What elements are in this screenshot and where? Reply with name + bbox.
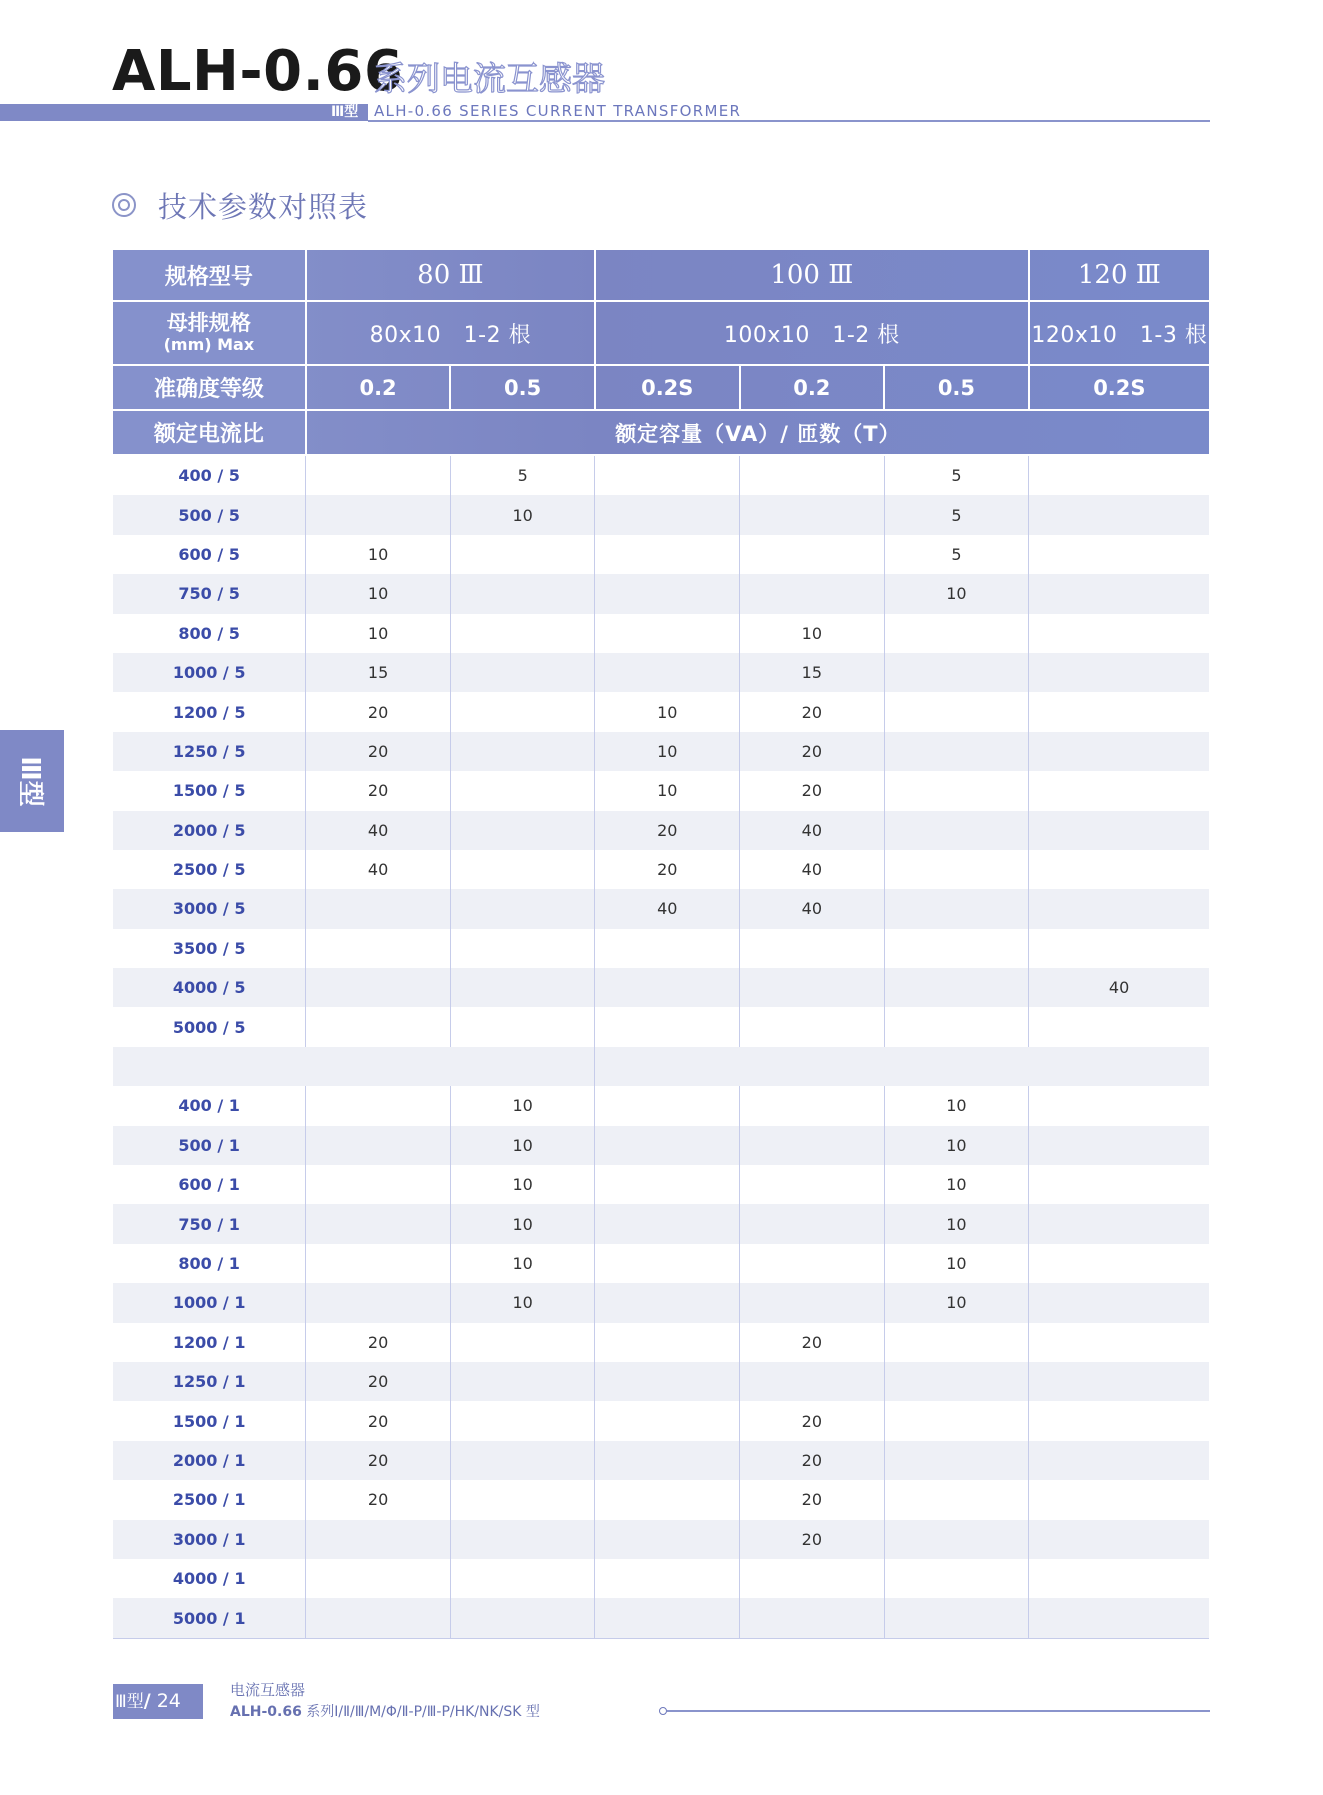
busbar-120: 120x10 1-3 根	[1029, 301, 1209, 365]
value-cell	[1029, 1559, 1209, 1598]
value-cell	[450, 732, 595, 771]
table-row	[113, 1520, 1209, 1559]
value-cell: 20	[306, 692, 451, 731]
ratio-cell: 1000 / 1	[113, 1283, 306, 1322]
value-cell	[450, 1520, 595, 1559]
value-cell	[1029, 535, 1209, 574]
value-cell	[1029, 1362, 1209, 1401]
table-row	[113, 732, 1209, 771]
ratio-cell: 600 / 5	[113, 535, 306, 574]
table-row	[113, 771, 1209, 810]
table-row	[113, 811, 1209, 850]
value-cell	[1029, 771, 1209, 810]
header-rule	[368, 120, 1210, 122]
ratio-cell: 500 / 5	[113, 495, 306, 534]
value-cell	[595, 1283, 740, 1322]
table-row	[113, 850, 1209, 889]
separator-cell	[595, 1047, 1209, 1086]
ratio-cell: 600 / 1	[113, 1165, 306, 1204]
value-cell	[1029, 1441, 1209, 1480]
value-cell	[595, 1323, 740, 1362]
footer-title-cn: 电流互感器	[230, 1681, 306, 1699]
value-cell	[1029, 614, 1209, 653]
value-cell	[306, 1007, 451, 1046]
value-cell	[595, 929, 740, 968]
table-row	[113, 1283, 1209, 1322]
table-row	[113, 1165, 1209, 1204]
ratio-cell: 1200 / 1	[113, 1323, 306, 1362]
value-cell	[740, 1126, 885, 1165]
value-cell	[1029, 1086, 1209, 1125]
value-cell	[884, 1007, 1029, 1046]
ratio-cell: 500 / 1	[113, 1126, 306, 1165]
table-row	[113, 455, 1209, 495]
value-cell	[1029, 653, 1209, 692]
value-cell	[740, 495, 885, 534]
double-circle-icon	[112, 193, 136, 217]
value-cell	[450, 574, 595, 613]
value-cell: 10	[450, 1126, 595, 1165]
value-cell	[884, 771, 1029, 810]
table-row	[113, 614, 1209, 653]
value-cell: 40	[595, 889, 740, 928]
value-cell	[1029, 1283, 1209, 1322]
value-cell	[450, 1441, 595, 1480]
value-cell	[740, 1007, 885, 1046]
ratio-cell: 750 / 1	[113, 1204, 306, 1243]
ratio-cell: 800 / 5	[113, 614, 306, 653]
value-cell	[1029, 1244, 1209, 1283]
table-row	[113, 968, 1209, 1007]
value-cell	[595, 1244, 740, 1283]
value-cell	[595, 1441, 740, 1480]
table-row	[113, 495, 1209, 534]
value-cell: 40	[740, 811, 885, 850]
value-cell	[1029, 1007, 1209, 1046]
value-cell	[595, 1598, 740, 1638]
table-row	[113, 1244, 1209, 1283]
value-cell	[450, 1401, 595, 1440]
value-cell: 20	[595, 850, 740, 889]
value-cell	[1029, 889, 1209, 928]
header-accent-bar	[0, 104, 368, 121]
table-row	[113, 1559, 1209, 1598]
ratio-cell: 4000 / 5	[113, 968, 306, 1007]
value-cell: 10	[306, 574, 451, 613]
label-busbar-sub: (mm) Max	[163, 335, 255, 354]
value-cell	[884, 692, 1029, 731]
table-row	[113, 1598, 1209, 1638]
value-cell	[450, 1559, 595, 1598]
value-cell: 10	[450, 1086, 595, 1125]
value-cell	[884, 614, 1029, 653]
value-cell	[306, 1204, 451, 1243]
value-cell: 40	[306, 811, 451, 850]
value-cell	[450, 968, 595, 1007]
table-row	[113, 1401, 1209, 1440]
value-cell	[884, 968, 1029, 1007]
value-cell	[740, 1598, 885, 1638]
value-cell	[450, 929, 595, 968]
value-cell	[884, 1480, 1029, 1519]
label-ratio: 额定电流比	[113, 410, 306, 455]
header-row-ratio	[113, 410, 1209, 455]
footer-series-list: 系列Ⅰ/Ⅱ/Ⅲ/M/Φ/Ⅱ-P/Ⅲ-P/HK/NK/SK 型	[301, 1704, 540, 1720]
value-cell	[450, 692, 595, 731]
value-cell	[595, 1007, 740, 1046]
value-cell: 10	[884, 1204, 1029, 1243]
value-cell: 10	[884, 574, 1029, 613]
value-cell	[450, 850, 595, 889]
value-cell	[1029, 1598, 1209, 1638]
value-cell	[595, 1559, 740, 1598]
ratio-cell: 800 / 1	[113, 1244, 306, 1283]
footer-series	[230, 1701, 540, 1721]
value-cell	[884, 889, 1029, 928]
value-cell	[740, 1204, 885, 1243]
ratio-cell: 750 / 5	[113, 574, 306, 613]
value-cell	[450, 811, 595, 850]
value-cell: 10	[884, 1283, 1029, 1322]
ratio-cell: 400 / 5	[113, 455, 306, 495]
value-cell: 10	[450, 1283, 595, 1322]
value-cell	[1029, 850, 1209, 889]
value-cell	[884, 850, 1029, 889]
value-cell: 20	[740, 692, 885, 731]
table-row	[113, 929, 1209, 968]
value-cell: 10	[884, 1165, 1029, 1204]
footer-slash: /	[143, 1690, 151, 1712]
value-cell: 5	[884, 455, 1029, 495]
value-cell: 10	[884, 1126, 1029, 1165]
value-cell: 5	[884, 535, 1029, 574]
accuracy-class: 0.2S	[595, 365, 740, 410]
value-cell: 10	[306, 614, 451, 653]
ratio-cell: 1250 / 1	[113, 1362, 306, 1401]
value-cell	[1029, 1401, 1209, 1440]
value-cell	[884, 811, 1029, 850]
value-cell: 20	[306, 732, 451, 771]
value-cell	[306, 1559, 451, 1598]
value-cell	[450, 771, 595, 810]
value-cell: 20	[306, 1323, 451, 1362]
value-cell	[306, 968, 451, 1007]
accuracy-class: 0.2	[740, 365, 885, 410]
value-cell	[884, 1520, 1029, 1559]
value-cell: 20	[740, 1480, 885, 1519]
value-cell: 40	[1029, 968, 1209, 1007]
value-cell: 5	[884, 495, 1029, 534]
header-row-model	[113, 250, 1209, 301]
value-cell	[595, 1520, 740, 1559]
value-cell: 10	[884, 1244, 1029, 1283]
table-row	[113, 1007, 1209, 1046]
spec-table-header	[113, 250, 1209, 455]
value-cell: 20	[740, 1520, 885, 1559]
spec-table	[113, 250, 1209, 1639]
separator-row	[113, 1047, 1209, 1086]
model-100: 100 Ⅲ	[595, 250, 1029, 301]
value-cell	[595, 574, 740, 613]
value-cell: 10	[595, 692, 740, 731]
ratio-cell: 2500 / 5	[113, 850, 306, 889]
value-cell	[1029, 455, 1209, 495]
value-cell: 20	[595, 811, 740, 850]
ratio-cell: 3000 / 5	[113, 889, 306, 928]
value-cell	[884, 1559, 1029, 1598]
value-cell	[1029, 692, 1209, 731]
value-cell	[595, 535, 740, 574]
value-cell	[595, 1401, 740, 1440]
table-row	[113, 653, 1209, 692]
value-cell	[884, 1323, 1029, 1362]
value-cell: 20	[306, 1401, 451, 1440]
value-cell: 10	[740, 614, 885, 653]
footer-page-box	[113, 1684, 203, 1719]
table-row	[113, 1480, 1209, 1519]
header-row-accuracy	[113, 365, 1209, 410]
value-cell	[1029, 1126, 1209, 1165]
value-cell: 10	[595, 732, 740, 771]
value-cell: 20	[740, 1441, 885, 1480]
value-cell	[1029, 574, 1209, 613]
value-cell: 5	[450, 455, 595, 495]
header-type-tag: Ⅲ型	[331, 104, 359, 120]
value-cell	[450, 1598, 595, 1638]
value-cell	[1029, 1520, 1209, 1559]
value-cell	[740, 455, 885, 495]
value-cell	[1029, 1323, 1209, 1362]
value-cell	[740, 1086, 885, 1125]
value-cell	[595, 1126, 740, 1165]
value-cell: 40	[306, 850, 451, 889]
value-cell: 20	[740, 732, 885, 771]
value-cell: 10	[884, 1086, 1029, 1125]
accuracy-class: 0.2	[306, 365, 451, 410]
ratio-cell: 2500 / 1	[113, 1480, 306, 1519]
section-heading	[112, 184, 368, 226]
ratio-cell: 5000 / 1	[113, 1598, 306, 1638]
value-cell	[740, 1559, 885, 1598]
value-cell: 10	[450, 1244, 595, 1283]
value-cell	[450, 1480, 595, 1519]
value-cell	[884, 929, 1029, 968]
page-title: ALH-0.66	[112, 39, 404, 104]
value-cell: 10	[450, 1204, 595, 1243]
table-row	[113, 692, 1209, 731]
page-subtitle-en: ALH-0.66 SERIES CURRENT TRANSFORMER	[374, 102, 742, 120]
ratio-cell: 2000 / 1	[113, 1441, 306, 1480]
value-cell	[595, 653, 740, 692]
value-cell	[1029, 732, 1209, 771]
value-cell: 20	[740, 1323, 885, 1362]
header-row-busbar	[113, 301, 1209, 365]
value-cell	[740, 1362, 885, 1401]
separator-cell	[113, 1047, 595, 1086]
value-cell	[595, 614, 740, 653]
table-row	[113, 574, 1209, 613]
value-cell	[740, 1283, 885, 1322]
table-row	[113, 535, 1209, 574]
value-cell	[306, 889, 451, 928]
value-cell: 40	[740, 889, 885, 928]
table-row	[113, 1441, 1209, 1480]
label-accuracy: 准确度等级	[113, 365, 306, 410]
ratio-cell: 1000 / 5	[113, 653, 306, 692]
footer-type-tag: Ⅲ型	[115, 1692, 144, 1712]
value-cell: 20	[740, 1401, 885, 1440]
value-cell: 15	[740, 653, 885, 692]
value-cell	[595, 968, 740, 1007]
value-cell	[884, 1598, 1029, 1638]
accuracy-class: 0.5	[450, 365, 595, 410]
value-cell	[306, 1165, 451, 1204]
value-cell	[595, 455, 740, 495]
page-number: 24	[156, 1690, 181, 1712]
value-cell	[1029, 1480, 1209, 1519]
value-cell	[595, 1362, 740, 1401]
value-cell	[595, 1204, 740, 1243]
value-cell: 20	[306, 1441, 451, 1480]
ratio-cell: 1500 / 5	[113, 771, 306, 810]
value-cell	[450, 1007, 595, 1046]
value-cell: 15	[306, 653, 451, 692]
label-busbar	[113, 301, 306, 365]
value-cell	[740, 929, 885, 968]
busbar-80: 80x10 1-2 根	[306, 301, 595, 365]
value-cell	[306, 1086, 451, 1125]
value-cell: 20	[306, 771, 451, 810]
footer-model: ALH-0.66	[230, 1704, 302, 1720]
value-cell	[740, 535, 885, 574]
value-cell	[450, 653, 595, 692]
value-cell	[740, 1165, 885, 1204]
value-cell	[595, 1086, 740, 1125]
table-row	[113, 1126, 1209, 1165]
value-cell	[1029, 811, 1209, 850]
side-tab-label: Ⅲ型	[14, 755, 45, 807]
value-cell	[306, 929, 451, 968]
accuracy-class: 0.5	[884, 365, 1029, 410]
value-cell	[595, 1480, 740, 1519]
value-cell	[1029, 495, 1209, 534]
value-cell	[595, 1165, 740, 1204]
model-120: 120 Ⅲ	[1029, 250, 1209, 301]
value-cell: 20	[306, 1362, 451, 1401]
ratio-cell: 5000 / 5	[113, 1007, 306, 1046]
value-cell: 10	[450, 1165, 595, 1204]
value-cell	[306, 495, 451, 534]
value-cell	[884, 732, 1029, 771]
value-cell	[306, 1598, 451, 1638]
value-cell: 20	[740, 771, 885, 810]
ratio-cell: 1500 / 1	[113, 1401, 306, 1440]
value-cell	[1029, 929, 1209, 968]
table-row	[113, 1323, 1209, 1362]
table-row	[113, 889, 1209, 928]
value-cell	[740, 968, 885, 1007]
table-row	[113, 1362, 1209, 1401]
value-cell	[450, 889, 595, 928]
table-row	[113, 1204, 1209, 1243]
accuracy-class: 0.2S	[1029, 365, 1209, 410]
value-cell	[450, 1362, 595, 1401]
value-cell: 10	[306, 535, 451, 574]
value-cell	[450, 535, 595, 574]
value-cell	[595, 495, 740, 534]
value-cell	[884, 1362, 1029, 1401]
value-cell: 10	[595, 771, 740, 810]
value-cell	[306, 1520, 451, 1559]
busbar-100: 100x10 1-2 根	[595, 301, 1029, 365]
value-cell	[740, 1244, 885, 1283]
ratio-cell: 3000 / 1	[113, 1520, 306, 1559]
value-cell	[884, 1401, 1029, 1440]
spec-table-body	[113, 455, 1209, 1638]
value-cell	[306, 1126, 451, 1165]
value-cell	[740, 574, 885, 613]
side-tab	[0, 730, 64, 832]
value-cell: 20	[306, 1480, 451, 1519]
ratio-cell: 4000 / 1	[113, 1559, 306, 1598]
value-cell	[450, 1323, 595, 1362]
value-cell	[884, 653, 1029, 692]
ratio-cell: 400 / 1	[113, 1086, 306, 1125]
value-cell	[306, 1283, 451, 1322]
footer-dot-icon	[659, 1707, 667, 1715]
value-cell	[884, 1441, 1029, 1480]
table-row	[113, 1086, 1209, 1125]
value-cell	[1029, 1165, 1209, 1204]
ratio-cell: 1200 / 5	[113, 692, 306, 731]
label-capacity: 额定容量（VA）/ 匝数（T）	[306, 410, 1209, 455]
value-cell: 10	[450, 495, 595, 534]
value-cell	[306, 455, 451, 495]
ratio-cell: 3500 / 5	[113, 929, 306, 968]
label-model: 规格型号	[113, 250, 306, 301]
ratio-cell: 1250 / 5	[113, 732, 306, 771]
section-title: 技术参数对照表	[158, 189, 369, 224]
footer-rule	[667, 1710, 1210, 1712]
page-title-series: 系列电流互感器	[374, 59, 605, 98]
model-80: 80 Ⅲ	[306, 250, 595, 301]
ratio-cell: 2000 / 5	[113, 811, 306, 850]
value-cell	[1029, 1204, 1209, 1243]
value-cell	[450, 614, 595, 653]
value-cell	[306, 1244, 451, 1283]
value-cell: 40	[740, 850, 885, 889]
label-busbar-main: 母排规格	[166, 311, 251, 335]
